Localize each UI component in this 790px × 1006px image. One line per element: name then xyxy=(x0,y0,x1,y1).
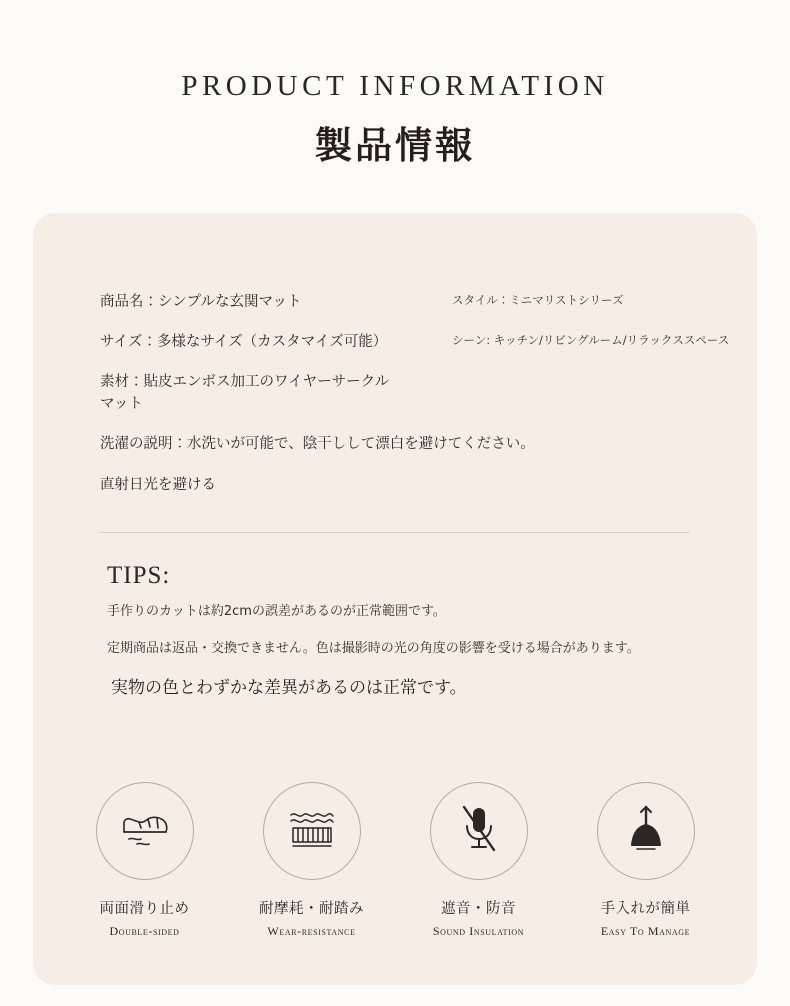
broom-cleaning-icon xyxy=(623,803,669,860)
spec-avoid-sunlight: 直射日光を避ける xyxy=(100,476,216,493)
spec-material: 素材：貼皮エンボス加工のワイヤーサークルマット xyxy=(100,373,390,412)
tips-line-1: 手作りのカットは約2cmの誤差があるのが正常範囲です。 xyxy=(107,604,446,620)
section-divider xyxy=(100,532,690,533)
feature-item-easy-manage xyxy=(571,782,721,939)
feature-label-en: Double-sided xyxy=(109,924,180,938)
feature-item-sound-insulation xyxy=(404,782,554,939)
tips-title: TIPS: xyxy=(107,562,171,590)
shoe-anti-slip-icon xyxy=(117,806,173,857)
feature-item-double-sided xyxy=(70,782,220,939)
spec-row-wash xyxy=(100,433,757,455)
tips-line-3: 実物の色とわずかな差異があるのは正常です。 xyxy=(111,678,467,699)
spec-row-sunlight xyxy=(100,474,757,496)
feature-label-jp: 遮音・防音 xyxy=(441,901,516,917)
spec-scene: シーン: キッチン/リビングルーム/リラックススペース xyxy=(452,333,730,348)
spec-wash-instruction: 洗濯の説明：水洗いが可能で、陰干しして漂白を避けてください。 xyxy=(100,436,535,453)
feature-item-wear-resistance xyxy=(237,782,387,939)
feature-icon-circle xyxy=(430,782,528,880)
spec-style: スタイル：ミニマリストシリーズ xyxy=(452,293,624,307)
feature-list xyxy=(33,782,757,939)
feature-icon-circle xyxy=(263,782,361,880)
muted-microphone-icon xyxy=(457,803,501,860)
spec-row-size xyxy=(100,331,757,353)
spec-product-name: 商品名：シンプルな玄関マット xyxy=(100,294,302,310)
feature-icon-circle xyxy=(597,782,695,880)
page-title-japanese: 製品情報 xyxy=(315,124,475,167)
feature-label-jp: 両面滑り止め xyxy=(99,901,190,917)
spec-row-material xyxy=(100,372,757,416)
tips-section xyxy=(33,563,757,702)
feature-label-jp: 耐摩耗・耐踏み xyxy=(259,901,364,917)
spec-size: サイズ：多様なサイズ（カスタマイズ可能） xyxy=(100,334,388,351)
spec-row-name xyxy=(100,291,757,313)
feature-icon-circle xyxy=(96,782,194,880)
feature-label-en: Sound Insulation xyxy=(432,924,525,938)
info-card xyxy=(33,213,757,985)
feature-label-en: Wear-resistance xyxy=(267,924,356,938)
wear-resistance-mat-icon xyxy=(283,805,341,858)
tips-line-2: 定期商品は返品・交換できません。色は撮影時の光の角度の影響を受ける場合があります。 xyxy=(107,640,640,656)
page-header xyxy=(0,0,790,167)
page-title-english: PRODUCT INFORMATION xyxy=(181,70,609,102)
spec-list xyxy=(33,213,757,496)
feature-label-en: Easy To Manage xyxy=(600,924,691,938)
feature-label-jp: 手入れが簡単 xyxy=(600,901,691,917)
